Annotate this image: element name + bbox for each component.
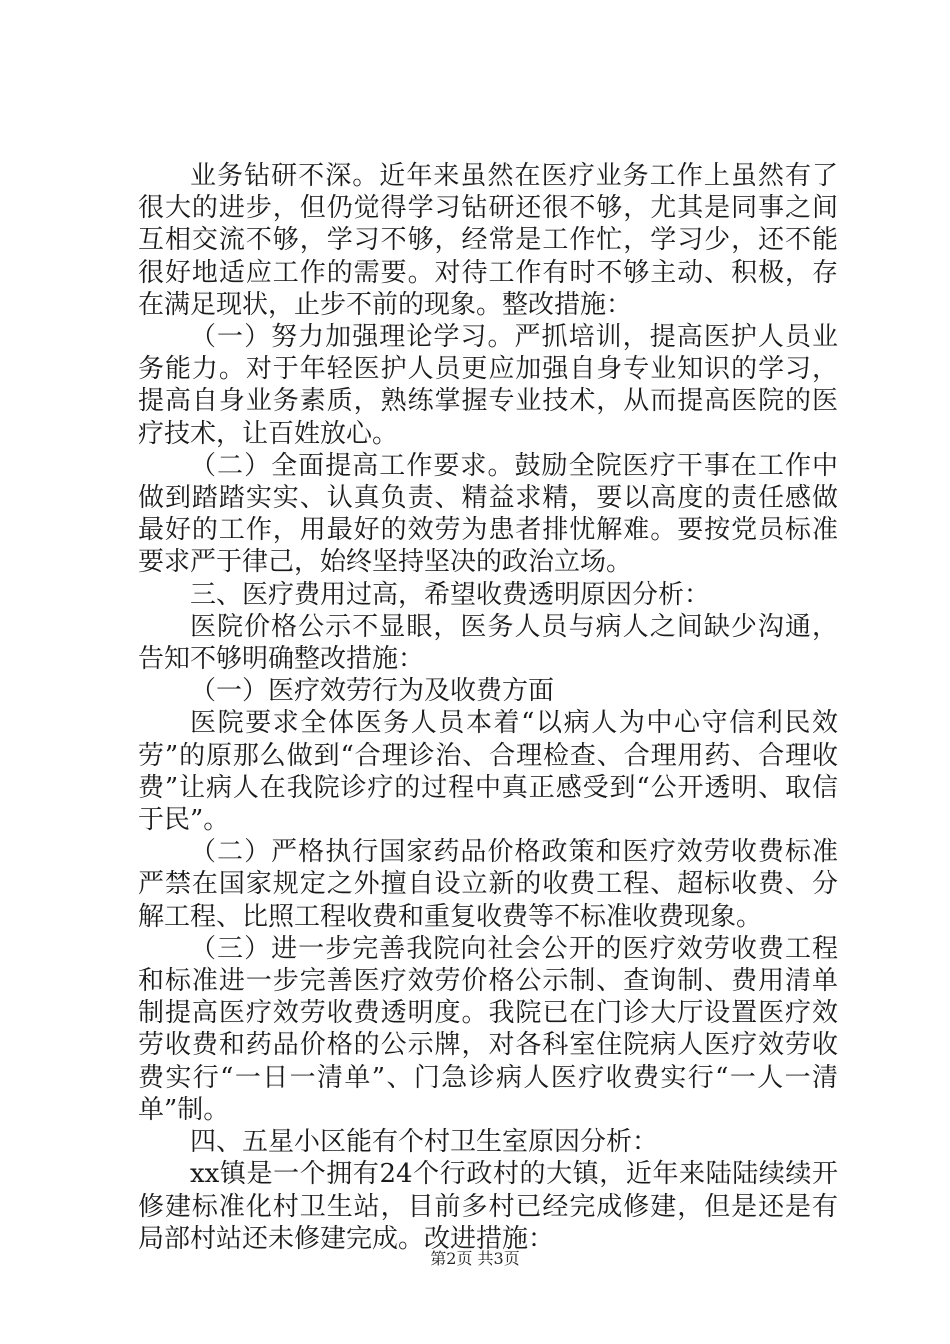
paragraph-6: （一）医疗效劳行为及收费方面 bbox=[190, 676, 555, 707]
paragraph-9: （三）进一步完善我院向社会公开的医疗效劳收费工程和标准进一步完善医疗效劳价格公示制、查询制、费用清单制提高医疗效劳收费透明度。我院已在门诊大厅设置医疗效劳收费和药品价格的公示牌，对各科室住院病人医疗效劳收费实行“一日一清单”、门急诊病人医疗收费实行“一人一清单”制。 bbox=[138, 933, 838, 1125]
paragraph-1: 业务钻研不深。近年来虽然在医疗业务工作上虽然有了很大的进步，但仍觉得学习钻研还很不够，尤其是同事之间互相交流不够，学习不够，经常是工作忙，学习少，还不能很好地适应工作的需要。对待工作有时不够主动、积极，存在满足现状，止步不前的现象。整改措施： bbox=[138, 161, 838, 320]
document-body bbox=[138, 160, 838, 1255]
paragraph-4: 三、医疗费用过高，希望收费透明原因分析： bbox=[190, 579, 711, 610]
paragraph-8: （二）严格执行国家药品价格政策和医疗效劳收费标准严禁在国家规定之外擅自设立新的收费工程、超标收费、分解工程、比照工程收费和重复收费等不标准收费现象。 bbox=[138, 837, 838, 932]
paragraph-5: 医院价格公示不显眼，医务人员与病人之间缺少沟通，告知不够明确整改措施： bbox=[138, 611, 838, 675]
paragraph-3: （二）全面提高工作要求。鼓励全院医疗干事在工作中做到踏踏实实、认真负责、精益求精，要以高度的责任感做最好的工作，用最好的效劳为患者排忧解难。要按党员标准要求严于律己，始终坚持坚决的政治立场。 bbox=[138, 450, 838, 578]
paragraph-7: 医院要求全体医务人员本着“以病人为中心守信利民效劳”的原那么做到“合理诊治、合理检查、合理用药、合理收费”让病人在我院诊疗的过程中真正感受到“公开透明、取信于民”。 bbox=[138, 708, 838, 836]
paragraph-10: 四、五星小区能有个村卫生室原因分析： bbox=[190, 1127, 659, 1158]
paragraph-2: （一）努力加强理论学习。严抓培训，提高医护人员业务能力。对于年轻医护人员更应加强自身专业知识的学习，提高自身业务素质，熟练掌握专业技术，从而提高医院的医疗技术，让百姓放心。 bbox=[138, 322, 838, 449]
page-footer: 第2页 共3页 bbox=[430, 1249, 520, 1268]
paragraph-11: xx镇是一个拥有24个行政村的大镇，近年来陆陆续续开修建标准化村卫生站，目前多村已经完成修建，但是还是有局部村站还未修建完成。改进措施： bbox=[138, 1159, 838, 1254]
